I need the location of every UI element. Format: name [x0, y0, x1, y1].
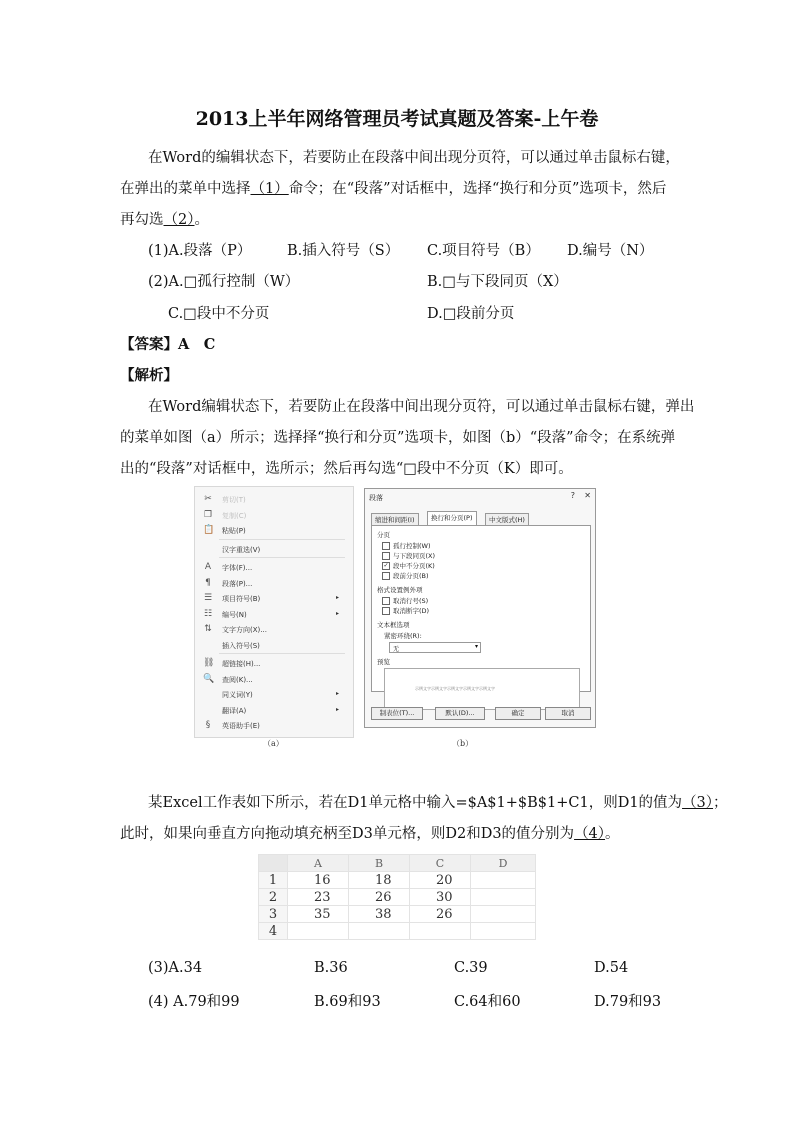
menu-item-label: 查阅(K)...: [222, 675, 253, 684]
menu-item-label: 剪切(T): [222, 496, 246, 504]
checkbox-widow-control: [382, 541, 431, 550]
help-icon: ?: [570, 491, 575, 500]
hyperlink-icon: ⛓: [203, 658, 215, 668]
option-3b: B.36: [314, 960, 348, 976]
menu-separator: [219, 557, 345, 558]
figure-b-caption: （b）: [452, 739, 474, 748]
menu-item-label: 插入符号(S): [222, 641, 260, 650]
tab-panel: [371, 525, 591, 692]
answer-value: A C: [178, 336, 216, 353]
menu-item-label: 字体(F)...: [222, 564, 253, 572]
cell-c1: 20: [410, 872, 471, 889]
close-icon: ✕: [584, 491, 591, 500]
blank-1: （1）: [250, 181, 289, 197]
menu-item-label: 汉字重选(V): [222, 545, 261, 554]
option-4d: D.79和93: [594, 994, 662, 1010]
table-row: [259, 872, 536, 889]
paragraph-dialog-screenshot: [364, 488, 596, 728]
text-direction-icon: ⇅: [204, 624, 212, 634]
option-4b: B.69和93: [314, 994, 381, 1010]
cell-d1: [471, 872, 536, 889]
option-4a: (4) A.79和99: [148, 994, 240, 1010]
menu-item-label: 段落(P)...: [222, 579, 253, 588]
col-header-c: C: [410, 855, 471, 872]
option-3a: (3)A.34: [148, 960, 203, 976]
cell-c4: [410, 923, 471, 940]
menu-separator: [219, 653, 345, 654]
blank-4: （4）: [574, 826, 606, 842]
figure-a-caption: （a）: [263, 739, 284, 748]
option-3d: D.54: [594, 960, 629, 976]
option-1b: B.插入符号（S）: [287, 243, 400, 259]
cell-b2: 26: [349, 889, 410, 906]
dialog-title: 段落: [369, 494, 383, 502]
option-3c: C.39: [454, 960, 488, 976]
default-button: 默认(D)...: [435, 707, 485, 720]
q1-line2: [120, 177, 666, 198]
cell-b1: 18: [349, 872, 410, 889]
tab-indent-spacing: 缩进和间距(I): [371, 513, 419, 526]
preview-text: 示例文字示例文字示例文字示例文字示例文字: [415, 686, 495, 691]
checkbox-label: 取消行号(S): [393, 597, 429, 605]
row-header: 1: [259, 872, 288, 889]
cell-d4: [471, 923, 536, 940]
cell-b4: [349, 923, 410, 940]
checkbox-box: [382, 597, 390, 605]
group-format-exceptions: 格式设置例外项: [377, 586, 423, 594]
chevron-down-icon: ▾: [474, 643, 478, 650]
checkbox-box-checked: ✓: [383, 562, 389, 569]
tab-line-page-breaks: 换行和分页(P): [427, 511, 477, 526]
group-textbox-options: 文本框选项: [377, 621, 410, 629]
table-row: [259, 906, 536, 923]
checkbox-label: 与下段同页(X): [393, 552, 436, 560]
option-2b: B.□与下段同页（X）: [427, 274, 568, 290]
option-4c: C.64和60: [454, 994, 521, 1010]
menu-item-spacer: [203, 544, 213, 554]
q3-line2-text-a: 此时，如果向垂直方向拖动填充柄至D3单元格，则D2和D3的值分别为: [120, 826, 575, 842]
menu-item: [195, 541, 345, 559]
cell-a2: 23: [288, 889, 349, 906]
blank-3: （3）: [682, 795, 714, 811]
row-header: 4: [259, 923, 288, 940]
checkbox-page-break-before: [382, 571, 429, 580]
menu-item-label: 翻译(A): [222, 706, 247, 715]
q1-line3-text-b: 。: [194, 212, 209, 228]
submenu-arrow-icon: ▸: [335, 690, 339, 697]
menu-item: [195, 717, 345, 735]
english-assistant-icon: §: [205, 720, 211, 730]
checkbox-suppress-line-numbers: [382, 596, 428, 605]
checkbox-dont-hyphenate: [382, 606, 429, 615]
excel-sheet-screenshot: [258, 854, 536, 942]
table-row: [259, 889, 536, 906]
q1-line2-text-b: 命令；在“段落”对话框中，选择“换行和分页”选项卡，然后: [288, 181, 667, 197]
tab-asian-typography: 中文版式(H): [485, 513, 529, 526]
context-menu-screenshot: [194, 486, 354, 738]
lookup-icon: 🔍: [203, 673, 215, 684]
preview-box: [384, 668, 580, 710]
q3-line1-text-a: 某Excel工作表如下所示，若在D1单元格中输入=$A$1+$B$1+C1，则D1的值为: [148, 795, 683, 811]
tight-wrap-label: 紧密环绕(R):: [384, 632, 422, 640]
ok-button: 确定: [495, 707, 541, 720]
checkbox-box: [382, 552, 390, 560]
menu-item-label: 英语助手(E): [222, 722, 260, 730]
q3-line1: [148, 791, 728, 812]
checkbox-keep-with-next: [382, 551, 435, 560]
menu-item-label: 项目符号(B): [222, 595, 261, 603]
analysis-line2: 的菜单如图（a）所示；选择择“换行和分页”选项卡，如图（b）“段落”命令；在系统弹: [120, 430, 676, 446]
col-header-d: D: [471, 855, 536, 872]
tight-wrap-value: 无: [393, 646, 400, 653]
menu-item: [195, 522, 345, 540]
checkbox-label: 孤行控制(W): [393, 542, 431, 550]
answer-label: 【答案】: [120, 336, 178, 353]
copy-icon: ❐: [203, 509, 213, 520]
q3-line1-text-b: ；: [713, 795, 728, 811]
answer: [120, 333, 215, 354]
q1-line3: [120, 208, 209, 229]
menu-separator: [219, 539, 345, 540]
submenu-arrow-icon: ▸: [335, 594, 339, 601]
submenu-arrow-icon: ▸: [335, 705, 339, 713]
checkbox-label: 段前分页(B): [393, 572, 429, 580]
sheet-corner: [259, 855, 288, 872]
cut-icon: ✂: [204, 494, 212, 504]
cell-b3: 38: [349, 906, 410, 923]
cell-a1: 16: [288, 872, 349, 889]
menu-item-label: 复制(C): [222, 511, 247, 520]
checkbox-label: 段中不分页(K): [393, 562, 435, 570]
submenu-arrow-icon: ▸: [335, 609, 339, 617]
option-1c: C.项目符号（B）: [427, 243, 540, 259]
checkbox-box: [382, 542, 390, 550]
analysis-line3: 出的“段落”对话框中，选所示；然后再勾选“□段中不分页（K）即可。: [120, 461, 573, 477]
cell-c2: 30: [410, 889, 471, 906]
preview-label: 预览: [377, 658, 390, 666]
option-1a: (1)A.段落（P）: [148, 243, 252, 259]
cell-c3: 26: [410, 906, 471, 923]
menu-item-label: 粘贴(P): [222, 527, 246, 535]
menu-item-spacer: [203, 640, 213, 650]
menu-item-spacer: [203, 689, 213, 699]
menu-item-label: 同义词(Y): [222, 691, 253, 699]
blank-2: （2）: [163, 212, 195, 228]
group-pagination: 分页: [377, 531, 390, 539]
checkbox-box: [382, 607, 390, 615]
q1-line2-text-a: 在弹出的菜单中选择: [120, 181, 251, 197]
tabs-button: 制表位(T)...: [371, 707, 423, 720]
checkbox-box: [382, 572, 390, 580]
option-2c: C.□段中不分页: [168, 306, 270, 322]
bullets-icon: ☰: [203, 593, 213, 603]
option-2d: D.□段前分页: [427, 306, 515, 322]
row-header: 3: [259, 906, 288, 923]
q3-line2-text-b: 。: [605, 826, 620, 842]
paste-icon: 📋: [203, 525, 215, 535]
row-header: 2: [259, 889, 288, 906]
menu-item-label: 超链接(H)...: [222, 660, 261, 668]
q1-line3-text-a: 再勾选: [120, 212, 164, 228]
col-header-a: A: [288, 855, 349, 872]
menu-item-label: 编号(N): [222, 610, 247, 619]
cell-d3: [471, 906, 536, 923]
menu-item: [195, 637, 345, 655]
font-icon: A: [204, 562, 212, 572]
checkbox-keep-lines-together: [382, 561, 435, 570]
col-header-b: B: [349, 855, 410, 872]
numbering-icon: ☷: [203, 608, 213, 619]
table-row: [259, 923, 536, 940]
cancel-button: 取消: [545, 707, 591, 720]
option-1d: D.编号（N）: [567, 243, 654, 259]
analysis-label: 【解析】: [120, 367, 178, 384]
menu-item-label: 文字方向(X)...: [222, 626, 267, 634]
q3-line2: [120, 822, 620, 843]
cell-a3: 35: [288, 906, 349, 923]
cell-d2: [471, 889, 536, 906]
cell-a4: [288, 923, 349, 940]
menu-item-spacer: [203, 705, 213, 715]
page-title: 2013上半年网络管理员考试真题及答案-上午卷: [195, 108, 599, 130]
sheet-header-row: [259, 855, 536, 872]
tight-wrap-select: [389, 642, 481, 653]
checkbox-label: 取消断字(D): [393, 607, 430, 615]
analysis-line1: 在Word编辑状态下，若要防止在段落中间出现分页符，可以通过单击鼠标右键，弹出: [148, 399, 695, 415]
option-2a: (2)A.□孤行控制（W）: [148, 274, 300, 290]
paragraph-icon: ¶: [205, 577, 211, 588]
q1-line1: 在Word的编辑状态下，若要防止在段落中间出现分页符，可以通过单击鼠标右键，: [148, 150, 680, 166]
sheet-table: [258, 854, 536, 940]
